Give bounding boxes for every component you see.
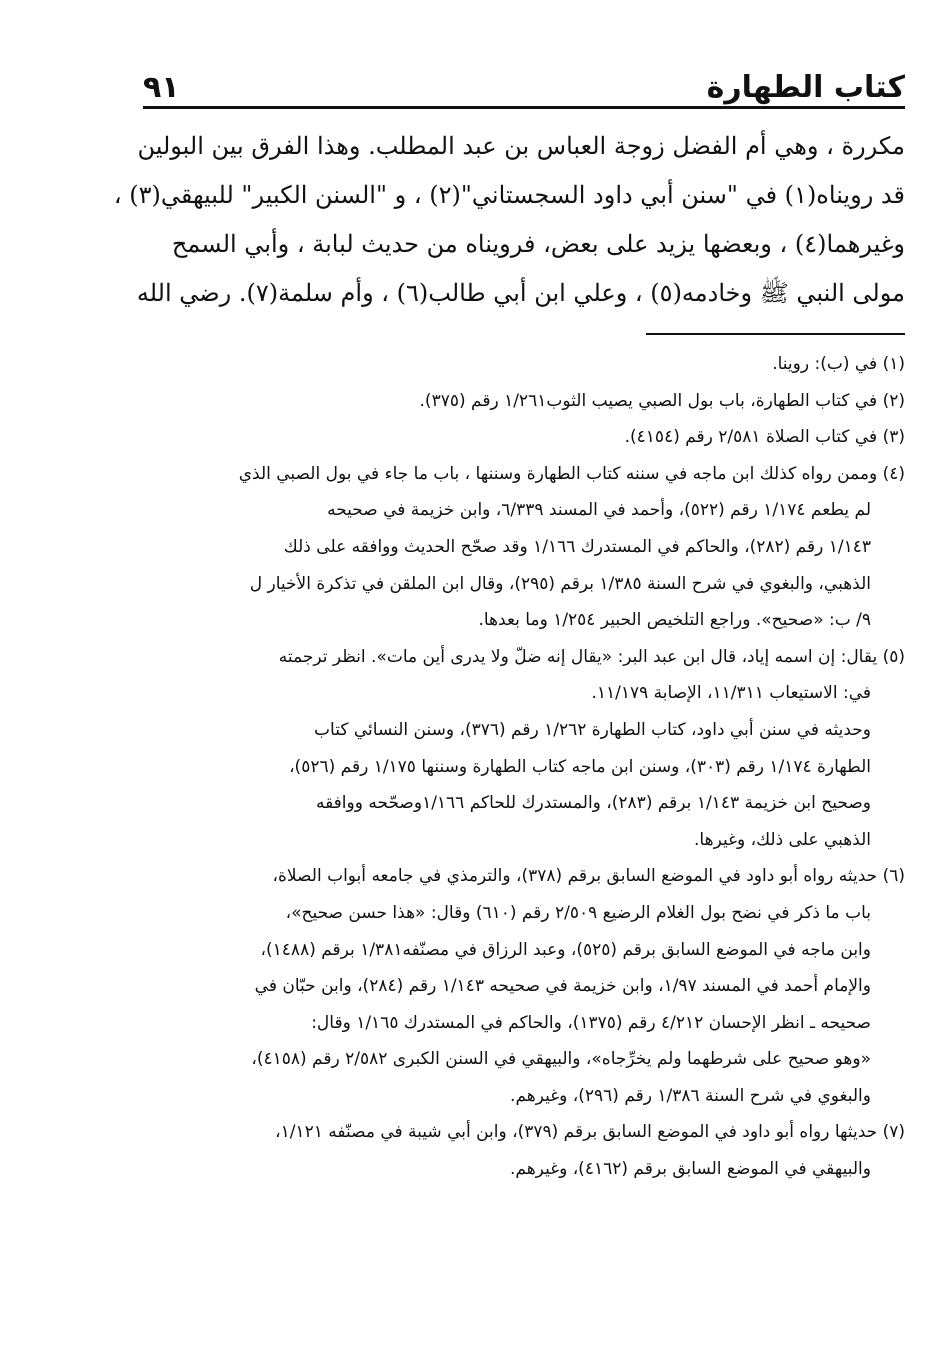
footnote-5-line: وحديثه في سنن أبي داود، كتاب الطهارة ١/٢٦٢ رقم (٣٧٦)، وسنن النسائي كتاب [314, 719, 871, 740]
footnotes [143, 346, 905, 1188]
footnote-5-line: في: الاستيعاب ١١/٣١١، الإصابة ١١/١٧٩. [591, 683, 871, 704]
footnote-5: (٥) يقال: إن اسمه إياد، قال ابن عبد البر: «يقال إنه ضلّ ولا يدرى أين مات». انظر ترجمته [278, 646, 905, 667]
footnote-4-line: لم يطعم ١/١٧٤ رقم (٥٢٢)، وأحمد في المسند ٦/٣٣٩، وابن خزيمة في صحيحه [327, 500, 871, 521]
footnote-5-line: الذهبي على ذلك، وغيرها. [694, 829, 871, 850]
footnote-6-line: «وهو صحيح على شرطهما ولم يخرِّجاه»، والبيهقي في السنن الكبرى ٢/٥٨٢ رقم (٤١٥٨)، [251, 1049, 871, 1070]
footnote-6: (٦) حديثه رواه أبو داود في الموضع السابق برقم (٣٧٨)، والترمذي في جامعه أبواب الصلاة، [272, 866, 905, 887]
footnote-separator [646, 333, 905, 335]
footnote-5-line: الطهارة ١/١٧٤ رقم (٣٠٣)، وسنن ابن ماجه كتاب الطهارة وسننها ١/١٧٥ رقم (٥٢٦)، [289, 756, 871, 777]
footnote-6-line: صحيحه ـ انظر الإحسان ٤/٢١٢ رقم (١٣٧٥)، والحاكم في المستدرك ١/١٦٥ وقال: [311, 1012, 871, 1033]
footnote-4-line: ١/١٤٣ رقم (٢٨٢)، والحاكم في المستدرك ١/١٦٦ وقد صحّح الحديث ووافقه على ذلك [283, 536, 871, 557]
footnote-4-line: الذهبي، والبغوي في شرح السنة ١/٣٨٥ برقم (٢٩٥)، وقال ابن الملقن في تذكرة الأخيار ل [249, 573, 871, 594]
footnote-6-line: باب ما ذكر في نضح بول الغلام الرضيع ٢/٥٠٩ رقم (٦١٠) وقال: «هذا حسن صحيح»، [285, 902, 871, 923]
header-rule [143, 106, 905, 109]
footnote-4-line: ٩/ ب: «صحيح». وراجع التلخيص الحبير ١/٢٥٤ وما بعدها. [478, 610, 871, 631]
body-line: قد رويناه(١) في "سنن أبي داود السجستاني"(٢) ، و "السنن الكبير" للبيهقي(٣) ، [113, 181, 905, 209]
chapter-title: كتاب الطهارة [706, 70, 905, 105]
footnote-6-line: وابن ماجه في الموضع السابق برقم (٥٢٥)، وعبد الرزاق في مصنّفه١/٣٨١ برقم (١٤٨٨)، [260, 939, 871, 960]
footnote-2: (٢) في كتاب الطهارة، باب بول الصبي يصيب الثوب١/٢٦١ رقم (٣٧٥). [419, 390, 905, 411]
running-header [143, 64, 905, 108]
footnote-1: (١) في (ب): روينا. [772, 354, 905, 374]
body-line: مولى النبي ﷺ وخادمه(٥) ، وعلي ابن أبي طالب(٦) ، وأم سلمة(٧). رضي الله [136, 279, 905, 307]
body-line: مكررة ، وهي أم الفضل زوجة العباس بن عبد المطلب. وهذا الفرق بين البولين [137, 132, 905, 160]
footnote-6-line: والبغوي في شرح السنة ١/٣٨٦ رقم (٢٩٦)، وغيرهم. [510, 1085, 871, 1106]
footnote-4: (٤) وممن رواه كذلك ابن ماجه في سننه كتاب الطهارة وسننها ، باب ما جاء في بول الصبي الذي [238, 463, 905, 484]
body-line: وغيرهما(٤) ، وبعضها يزيد على بعض، فرويناه من حديث لبابة ، وأبي السمح [171, 230, 905, 258]
footnote-7-line: والبيهقي في الموضع السابق برقم (٤١٦٢)، وغيرهم. [510, 1159, 871, 1180]
page-number: ٩١ [143, 70, 180, 105]
footnote-5-line: وصحيح ابن خزيمة ١/١٤٣ برقم (٢٨٣)، والمستدرك للحاكم ١/١٦٦وصحّحه ووافقه [315, 793, 871, 814]
footnote-3: (٣) في كتاب الصلاة ٢/٥٨١ رقم (٤١٥٤). [624, 427, 905, 448]
main-text [113, 122, 905, 318]
footnote-7: (٧) حديثها رواه أبو داود في الموضع السابق برقم (٣٧٩)، وابن أبي شيبة في مصنّفه ١/١٢١، [275, 1122, 905, 1143]
footnote-6-line: والإمام أحمد في المسند ١/٩٧، وابن خزيمة في صحيحه ١/١٤٣ رقم (٢٨٤)، وابن حبّان في [254, 976, 871, 997]
